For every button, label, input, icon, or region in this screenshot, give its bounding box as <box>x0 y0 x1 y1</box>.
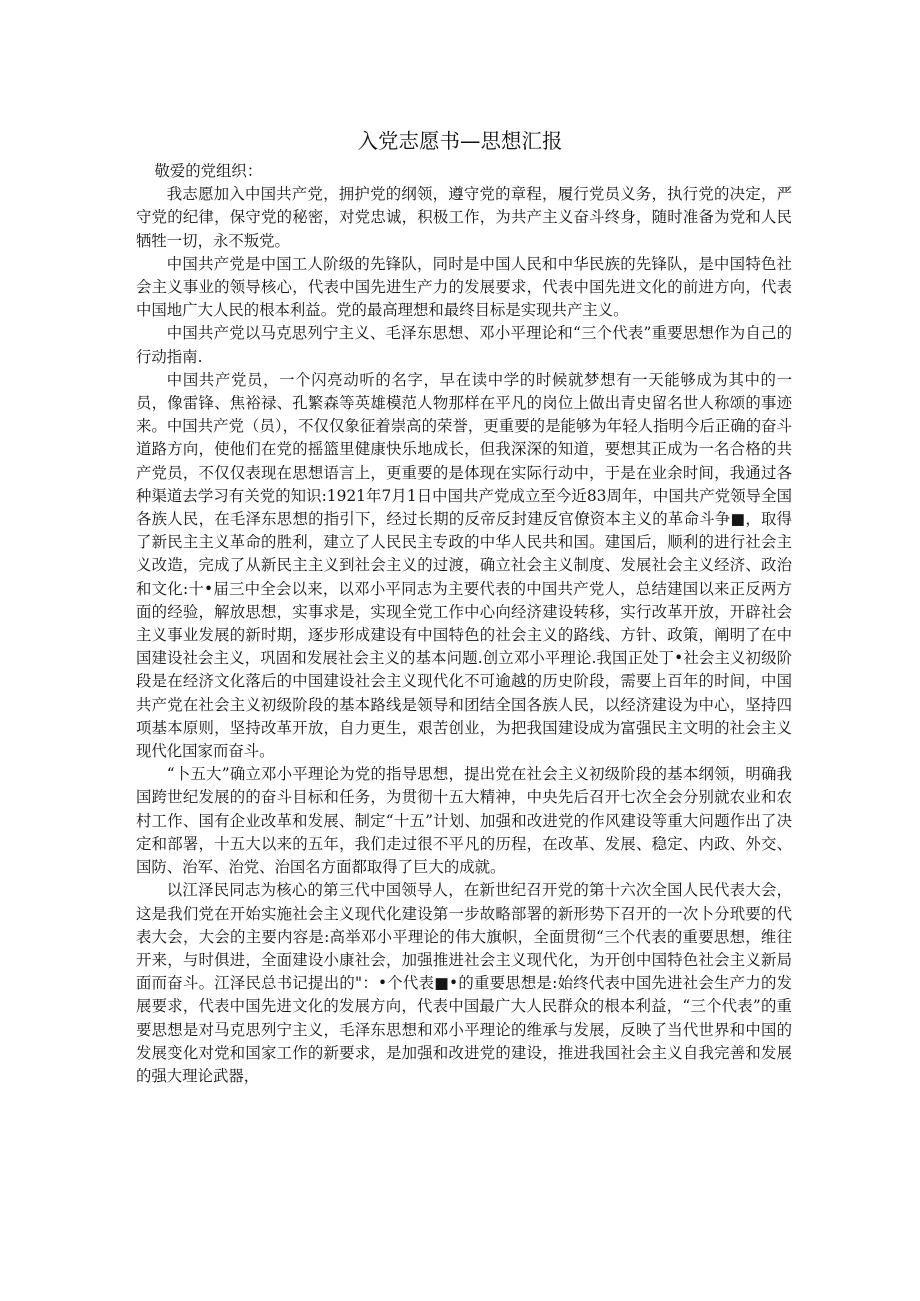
paragraph-pledge: 我志愿加入中国共产党，拥护党的纲领，遵守党的章程，履行党员义务，执行党的决定，严守党的纪律，保守党的秘密，对党忠诚，积极工作，为共产主义奋斗终身，随时准备为党和人民牺牲一切，永不叛党。 <box>136 185 792 250</box>
paragraph-fifteenth-congress: “卜五大”确立邓小平理论为党的指导思想，提出党在社会主义初级阶段的基本纲领，明确我国跨世纪发展的的奋斗目标和任务，为贯彻十五大精神，中央先后召开七次全会分别就农业和农村工作、国有企业改革和发展、制定“十五”计划、加强和改进党的作风建设等重大问题作出了决定和部署，十五大以来的五年，我们走过很不平凡的历程，在改革、发展、稳定、内政、外交、国防、治军、治党、治国名方面都取得了巨大的成就。 <box>136 765 792 877</box>
paragraph-party-history: 中国共产党员，一个闪亮动听的名字，早在读中学的时候就梦想有一天能够成为其中的一员，像雷锋、焦裕禄、孔繁森等英雄模范人物那样在平凡的岗位上做出青史留名世人称颂的事迹来。中国共产党（员），不仅仅象征着崇高的荣誉，更重要的是能够为年轻人指明今后正确的奋斗道路方向，使他们在党的摇篮里健康快乐地成长，但我深深的知道，要想其正成为一名合格的共产党员，不仅仅表现在思想语言上，更重要的是体现在实际行动中，于是在业余时间，我通过各种渠道去学习有关党的知识:1921年7月1日中国共产党成立至今近83周年，中国共产党领导全国各族人民，在毛泽东思想的指引下，经过长期的反帝反封建反官僚资本主义的革命斗争■，取得了新民主主义革命的胜利，建立了人民民主专政的中华人民共和国。建国后，顺利的进行社会主义改造，完成了从新民主主义到社会主义的过渡，确立社会主义制度、发展社会主义经济、政治和文化:十•届三中全会以来，以邓小平同志为主要代表的中国共产党人，总结建国以来正反两方面的经验，解放思想，实事求是，实现全党工作中心向经济建设转移，实行改革开放，开辟社会主义事业发展的新时期，逐步形成建设有中国特色的社会主义的路线、方针、政策，阐明了在中国建设社会主义，巩固和发展社会主义的基本问题.创立邓小平理论.我国正处丁•社会主义初级阶段是在经济文化落后的中国建设社会主义现代化不可逾越的历史阶段，需要上百年的时间，中国共产党在社会主义初级阶段的基本路线是领导和团结全国各族人民，以经济建设为中心，坚持四项基本原则，坚持改革开放，自力更生，艰苦创业，为把我国建设成为富强民主文明的社会主义现代化国家而奋斗。 <box>136 370 792 761</box>
document-title: 入党志愿书—思想汇报 <box>357 129 563 153</box>
paragraph-party-nature: 中国共产党是中国工人阶级的先锋队，同时是中国人民和中华民族的先锋队，是中国特色社会主义事业的领导核心，代表中国先进生产力的发展要求，代表中国先进文化的前进方向，代表中国地广大人民的根本利益。党的最高理想和最终目标是实现共产主义。 <box>136 254 792 320</box>
document-body <box>136 160 792 1088</box>
paragraph-guiding-ideology: 中国共产党以马克思列宁主义、毛泽东思想、邓小平理论和“三个代表”重要思想作为自己的行动指南. <box>136 324 792 366</box>
salutation: 敬爱的党组织： <box>154 162 263 180</box>
paragraph-sixteenth-congress: 以江泽民同志为核心的第三代中国领导人，在新世纪召开党的第十六次全国人民代表大会，这是我们党在开始实施社会主义现代化建设第一步故略部署的新形势下召开的一次卜分玳要的代表大会，大会的主要内容是:高举邓小平理论的伟大旗帜，全面贯彻“三个代表的重要思想，维往开来，与时俱进，全面建设小康社会，加强推进社会主义现代化，为开创中国特色社会主义新局面而奋斗。江泽民总书记提出的"：•个代表■•的重要思想是:始终代表中国先进社会生产力的发展要求，代表中国先进文化的发展方向，代表中国最广大人民群众的根本利益，“三个代表”的重要思想是对马克思列宁主义，毛泽东思想和邓小平理论的维承与发展，反映了当代世界和中国的发展变化对党和国家工作的新要求，是加强和改进党的建设，推进我国社会主义自我完善和发展的强大理论武器， <box>136 881 792 1085</box>
